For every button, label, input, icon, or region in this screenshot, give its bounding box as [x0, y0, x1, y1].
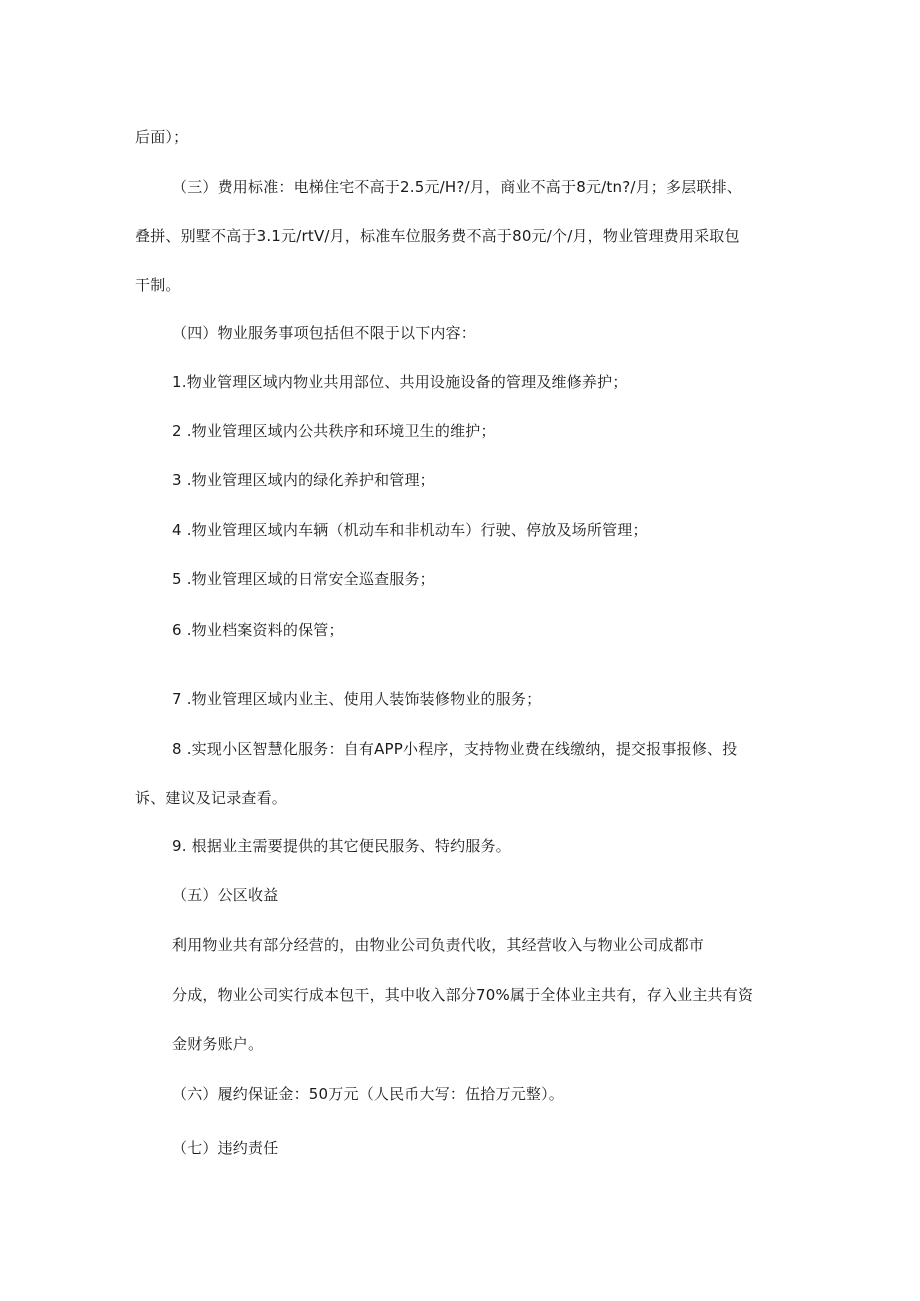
text-line: 叠拼、别墅不高于3.1元/rtV/月，标准车位服务费不高于80元/个/月，物业管理费用采取包 — [135, 227, 740, 245]
text-line: （三）费用标准：电梯住宅不高于2.5元/H?/月，商业不高于8元/tn?/月；多层联排、 — [172, 178, 743, 196]
text-line: 诉、建议及记录查看。 — [135, 789, 288, 807]
text-line: （五）公区收益 — [172, 886, 279, 904]
text-line: 后面）； — [135, 128, 189, 146]
text-line: 金财务账户。 — [172, 1035, 264, 1053]
text-line: 2 .物业管理区域内公共秩序和环境卫生的维护； — [172, 422, 496, 440]
text-line: 利用物业共有部分经营的，由物业公司负责代收，其经营收入与物业公司成都市 — [172, 936, 705, 954]
text-line: 5 .物业管理区域的日常安全巡查服务； — [172, 570, 435, 588]
text-line: 3 .物业管理区域内的绿化养护和管理； — [172, 471, 435, 489]
text-line: （六）履约保证金：50万元（人民币大写：伍拾万元整）。 — [172, 1085, 564, 1103]
text-line: 1.物业管理区域内物业共用部位、共用设施设备的管理及维修养护； — [172, 373, 628, 391]
text-line: （七）违约责任 — [172, 1139, 279, 1157]
text-line: 干制。 — [135, 276, 181, 294]
text-line: （四）物业服务事项包括但不限于以下内容： — [172, 324, 477, 342]
text-line: 7 .物业管理区域内业主、使用人装饰装修物业的服务； — [172, 690, 542, 708]
text-line: 分成，物业公司实行成本包干，其中收入部分70%属于全体业主共有，存入业主共有资 — [172, 986, 754, 1004]
text-line: 6 .物业档案资料的保管； — [172, 621, 344, 639]
text-line: 4 .物业管理区域内车辆（机动车和非机动车）行驶、停放及场所管理； — [172, 521, 648, 539]
text-line: 8 .实现小区智慧化服务：自有APP小程序，支持物业费在线缴纳，提交报事报修、投 — [172, 740, 738, 758]
text-line: 9. 根据业主需要提供的其它便民服务、特约服务。 — [172, 837, 511, 855]
